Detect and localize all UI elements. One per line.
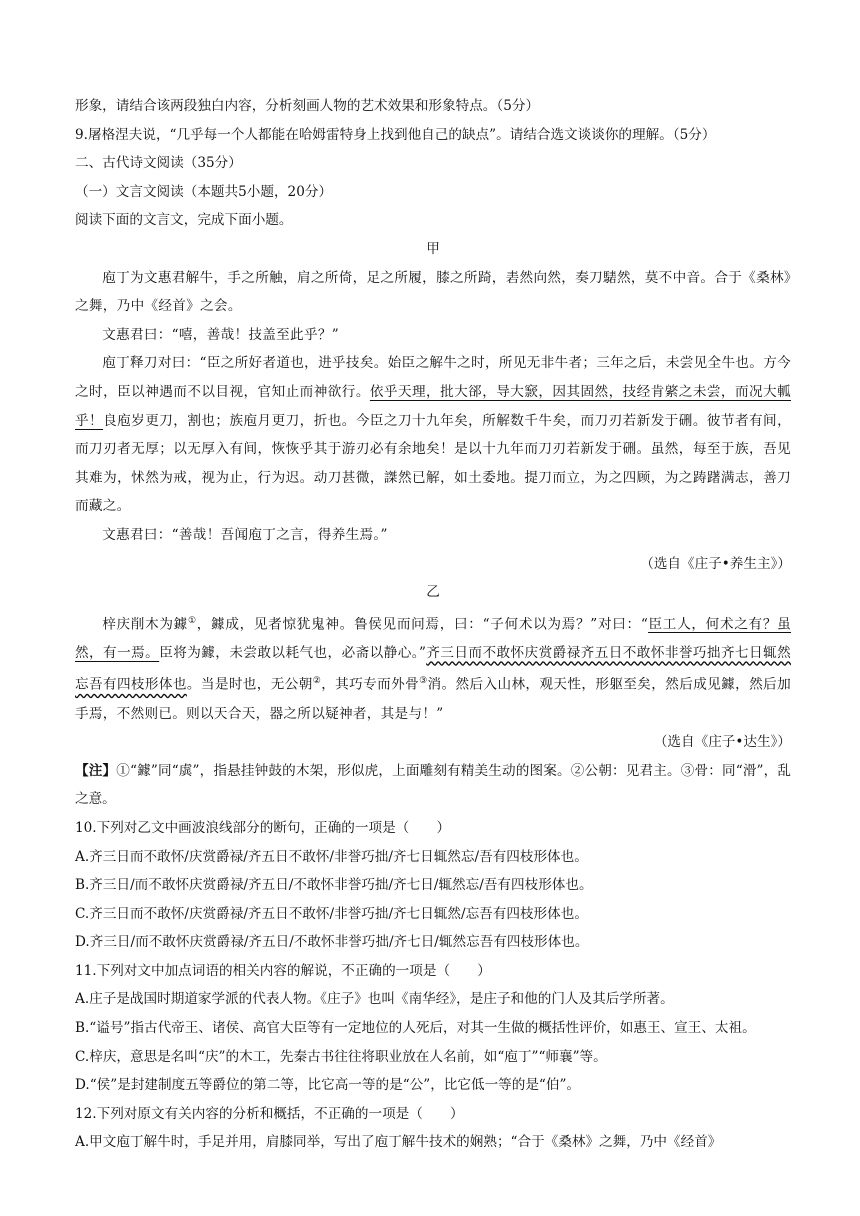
passage-jia-title: 甲 xyxy=(426,240,440,257)
passage-jia-para-2: 文惠君曰：“嘻，善哉！技盖至此乎？” xyxy=(102,326,339,343)
document-page xyxy=(75,92,791,1157)
passage-yi-text: ，其巧专而外骨 xyxy=(321,676,420,693)
annotation-text: ①“鐻”同“虡”，指悬挂钟鼓的木架，形似虎，上面雕刻有精美生动的图案。②公朝：见君主。③骨：同“滑”，乱之意。 xyxy=(75,762,792,808)
underlined-sentence: 臣工人，何术之有？虽然，有一焉。 xyxy=(75,616,792,661)
option-10b: B.齐三日/而不敢怀庆赏爵禄/齐五日/不敢怀非誉巧拙/齐七日/辄然忘/吾有四枝形体也。 xyxy=(75,877,593,894)
passage-yi-text: ，鐻成，见者惊犹鬼神。鲁侯见而问焉，曰：“子何术以为焉？”对曰：“ xyxy=(196,616,649,633)
text-line: 形象，请结合该两段独白内容，分析刻画人物的艺术效果和形象特点。（5分） xyxy=(75,98,540,114)
passage-jia-para-1: 庖丁为文惠君解牛，手之所触，肩之所倚，足之所履，膝之所踦，砉然向然，奏刀騞然，莫不中音。合于《桑林》之舞，乃中《经首》之会。 xyxy=(75,269,791,315)
question-12: 12.下列对原文有关内容的分析和概括，不正确的一项是（ ） xyxy=(75,1105,464,1122)
passage-yi-text: 梓庆削木为鐻 xyxy=(102,616,188,633)
passage-yi-title: 乙 xyxy=(426,584,440,601)
footnote-marker: ② xyxy=(312,676,322,687)
source-yi: （选自《庄子•达生》） xyxy=(653,734,791,751)
passage-jia-para-3 xyxy=(75,349,791,521)
option-12a: A.甲文庖丁解牛时，手足并用，肩膝同举，写出了庖丁解牛技术的娴熟；“合于《桑林》之舞，乃中《经首》 xyxy=(75,1134,722,1151)
option-10a: A.齐三日而不敢怀/庆赏爵禄/齐五日不敢怀/非誉巧拙/齐七日辄然忘/吾有四枝形体也。 xyxy=(75,848,588,865)
passage-yi-para xyxy=(75,607,791,728)
section-heading: 二、古代诗文阅读（35分） xyxy=(75,155,242,172)
footnote-marker: ① xyxy=(187,615,197,626)
passage-yi-text: 臣将为鐻，未尝敢以耗气也，必斋以静心。” xyxy=(159,644,427,661)
question-11: 11.下列对文中加点词语的相关内容的解说，不正确的一项是（ ） xyxy=(75,962,491,979)
question-9: 9.屠格涅夫说，“几乎每一个人都能在哈姆雷特身上找到他自己的缺点”。请结合选文谈谈你的理解。（5分） xyxy=(75,126,716,143)
option-11c: C.梓庆，意思是名叫“庆”的木工，先秦古书往往将职业放在人名前，如“庖丁”“师襄”等。 xyxy=(75,1048,607,1065)
passage-jia-text: 庖丁释刀对曰：“臣之所好者道也，进乎技矣。始臣之解牛之时，所见无非牛者；三年之后，未尝见全牛也。方今之时，臣以神遇而不以目视，官知止而神欲行。 xyxy=(75,355,791,400)
passage-jia-para-4: 文惠君曰：“善哉！吾闻庖丁之言，得养生焉。” xyxy=(102,526,388,543)
option-11b: B.“谥号”指古代帝王、诸侯、高官大臣等有一定地位的人死后，对其一生做的概括性评价，如惠王、宣王、太祖。 xyxy=(75,1020,756,1037)
footnote-marker: ③ xyxy=(419,676,428,687)
source-jia: （选自《庄子•养生主》） xyxy=(640,555,791,572)
passage-jia-text: 良庖岁更刀，割也；族庖月更刀，折也。今臣之刀十九年矣，所解数千牛矣，而刀刃若新发于硎。彼节者有间，而刀刃者无厚；以无厚入有间，恢恢乎其于游刃必有余地矣！是以十九年而刀刃若新发于硎。虽然，每至于族，吾见其难为，怵然为戒，视为止，行为迟。动刀甚微，謋然已解，如土委地。提刀而立，为之四顾，为之踌躇满志，善刀而藏之。 xyxy=(75,412,791,515)
wavy-underlined-sentence: 齐三日而不敢怀庆赏爵禄齐五日不敢怀非誉巧拙齐七日辄然忘吾有四枝形体也 xyxy=(75,644,791,693)
option-11d: D.“侯”是封建制度五等爵位的第二等，比它高一等的是“公”，比它低一等的是“伯”。 xyxy=(75,1077,581,1094)
passage-yi-text: 消。然后入山林，观天性，形躯至矣，然后成见鐻，然后加手焉，不然则已。则以天合天，器之所以疑神者，其是与！” xyxy=(75,676,792,722)
option-11a: A.庄子是战国时期道家学派的代表人物。《庄子》也叫《南华经》，是庄子和他的门人及其后学所著。 xyxy=(75,991,674,1008)
annotation-label: 【注】 xyxy=(75,762,117,779)
annotation xyxy=(75,757,791,814)
passage-yi-text: 。当是时也，无公朝 xyxy=(186,676,313,693)
question-10: 10.下列对乙文中画波浪线部分的断句，正确的一项是（ ） xyxy=(75,819,451,836)
underlined-sentence: 依乎天理，批大郤，导大窾，因其固然，技经肯綮之未尝，而况大軱乎！ xyxy=(75,383,791,429)
option-10c: C.齐三日而不敢怀/庆赏爵禄/齐五日不敢怀/非誉巧拙/齐七日辄然/忘吾有四枝形体也。 xyxy=(75,905,588,922)
instruction: 阅读下面的文言文，完成下面小题。 xyxy=(75,212,293,229)
subsection-heading: （一）文言文阅读（本题共5小题，20分） xyxy=(75,183,333,200)
option-10d: D.齐三日/而不敢怀庆赏爵禄/齐五日/不敢怀非誉巧拙/齐七日/辄然忘吾有四枝形体也。 xyxy=(75,934,589,951)
